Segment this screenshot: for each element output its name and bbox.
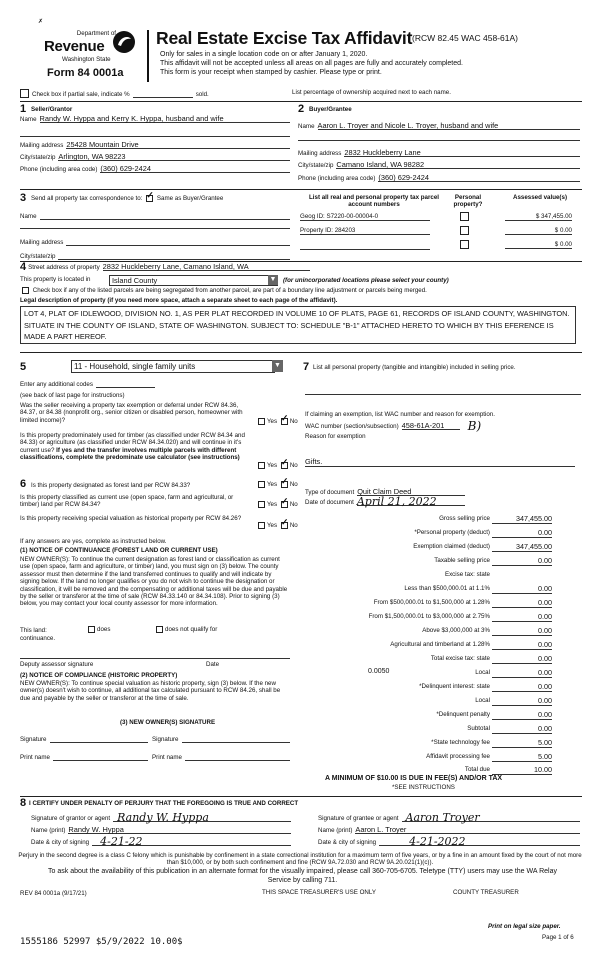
stray-mark: ✗ [38,18,44,25]
timber-question: Is this property predominately used for timber (as classified under RCW 84.34 and 84.33) or agriculture (as classified under RCW 84.34.020) and will continue in it's current use? [20,432,245,454]
deputy-signature-line[interactable] [20,658,290,659]
grantor-signature-field[interactable]: Randy W. Hyppa [113,814,291,822]
yes-label: Yes [267,418,278,426]
parcel-number-field[interactable]: Geog ID: S7220-00-00004-0 [300,213,430,221]
subtitle-2: This affidavit will not be accepted unless all areas on all pages are fully and accurately completed. [160,60,463,67]
current-use-yes-checkbox[interactable] [258,501,265,508]
doc-date-label: Date of document [305,499,354,506]
segregated-label: Check box if any of the listed parcels are being segregated from another parcel, are part of a boundary line adjustment or parcels being merged. [32,287,427,295]
owner-print-label: Print name [20,754,50,761]
timber-question-note: If yes and the transfer involves multiple parcels with different classifications, complete the predominate use calculator (see instructions) [20,446,240,462]
section-divider [20,352,582,353]
calc-value[interactable]: 347,455.00 [492,514,552,524]
buyer-phone-field[interactable]: (360) 629-2424 [378,174,580,182]
grantee-date-label: Date & city of signing [318,839,377,846]
partial-sale-checkbox[interactable] [20,89,29,98]
calc-label: Total excise tax: state [430,655,490,662]
seller-phone-label: Phone (including area code) [20,166,98,173]
section-8-number: 8 [20,797,27,809]
grantee-date-field[interactable]: 4-21-2022 [379,838,580,846]
minimum-due-note: A MINIMUM OF $10.00 IS DUE IN FEE(S) AND/OR TAX [325,775,503,782]
calc-label: Subtotal [467,725,490,732]
assessed-value-field[interactable]: $ 347,455.00 [505,213,572,221]
state-label: Washington State [62,56,111,63]
street-field[interactable]: 2832 Huckleberry Lane, Camano Island, WA [103,263,310,271]
continuance-heading: (1) NOTICE OF CONTINUANCE (FOREST LAND OR CURRENT USE) [20,547,218,554]
calc-label: Exemption claimed (deduct) [413,543,490,550]
county-select[interactable] [109,275,278,286]
personal-property-checkbox[interactable] [460,240,469,249]
calc-value[interactable]: 0.00 [492,640,552,650]
additional-codes-label: Enter any additional codes [20,381,93,388]
does-not-label: does not qualify for [165,626,218,634]
wac-handwritten: B) [467,419,482,433]
owner-signature-label: Signature [152,736,179,743]
calc-label: From $500,000.01 to $1,500,000 at 1.28% [373,599,490,606]
no-label: No [289,462,298,470]
section-divider [20,101,582,102]
dept-label: Department of [76,30,116,37]
calc-label: Affidavit processing fee [426,753,490,760]
buyer-city-label: City/state/zip [298,162,334,169]
no-label: No [289,522,298,530]
grantor-signature-label: Signature of grantor or agent [31,815,111,822]
compliance-heading: (2) NOTICE OF COMPLIANCE (HISTORIC PROPERTY) [20,672,178,679]
street-label: Street address of property [28,264,100,271]
calc-label: Gross selling price [439,515,490,522]
certification-text: I CERTIFY UNDER PENALTY OF PERJURY THAT THE FOREGOING IS TRUE AND CORRECT [29,800,299,807]
calc-label: Agricultural and timberland at 1.28% [390,641,490,648]
calc-label: *Delinquent penalty [436,711,490,718]
personal-property-label: List all personal property (tangible and intangible) included in selling price. [313,364,516,371]
calc-value[interactable]: 10.00 [492,765,552,775]
calc-value[interactable]: 347,455.00 [492,542,552,552]
exemption-claim-label: If claiming an exemption, list WAC number and reason for exemption. [305,411,495,418]
calc-value[interactable]: 0.00 [492,528,552,538]
calc-value[interactable]: 0.00 [492,682,552,692]
grantor-date-label: Date & city of signing [31,839,90,846]
seller-mail-label: Mailing address [20,142,64,149]
buyer-name-label: Name [298,123,315,130]
calc-value[interactable]: 0.00 [492,556,552,566]
partial-percent-field[interactable] [133,97,193,98]
land-use-select[interactable] [71,360,275,373]
corr-name-field[interactable] [40,210,290,220]
calc-label: Less than $500,000.01 at 1.1% [404,585,490,592]
owner-signature-label: Signature [20,736,47,743]
segregated-checkbox[interactable] [22,287,29,294]
wac-label: WAC number (section/subsection) [305,423,399,430]
no-label: No [289,481,298,489]
section-5-number: 5 [20,361,27,373]
historic-question: Is this property receiving special valuation as historical property per RCW 84.26? [20,515,242,522]
form-number: Form 84 0001a [47,67,124,79]
seller-name-label: Name [20,116,37,123]
calc-value[interactable]: 0.00 [492,584,552,594]
this-land-label: This land: [20,627,47,634]
seller-name-line-2 [20,136,290,137]
continuance-label: continuance. [20,635,56,642]
calc-value[interactable]: 0.00 [492,668,552,678]
seller-phone-field[interactable]: (360) 629-2424 [100,165,290,173]
form-title: Real Estate Excise Tax Affidavit [156,28,413,48]
calc-value[interactable]: 0.00 [492,696,552,706]
personal-column-header: Personal property? [453,194,483,209]
calc-label: Above $3,000,000 at 3% [422,627,490,634]
buyer-mail-field[interactable]: 2832 Huckleberry Lane [344,149,580,157]
owner-print-field[interactable] [185,754,290,761]
seller-city-field[interactable]: Arlington, WA 98223 [58,153,290,161]
corr-city-field[interactable] [58,250,290,260]
grantee-name-field[interactable]: Aaron L. Troyer [355,826,580,834]
no-label: No [289,418,298,426]
calc-label: *Personal property (deduct) [414,529,490,536]
section-7-number: 7 [303,361,310,373]
parcel-number-field[interactable]: Property ID: 284203 [300,227,430,235]
seller-city-label: City/state/zip [20,154,56,161]
assessed-column-header: Assessed value(s) [513,194,567,201]
section-3-number: 3 [20,192,27,204]
personal-property-checkbox[interactable] [460,212,469,221]
calc-value[interactable]: 0.00 [492,612,552,622]
grantee-signature-label: Signature of grantee or agent [318,815,399,822]
grantee-name-label: Name (print) [318,827,353,834]
personal-property-checkbox[interactable] [460,226,469,235]
legal-description-label: Legal description of property (if you need more space, attach a separate sheet to each page of the affidavit). [20,297,338,304]
subtitle-3: This form is your receipt when stamped by cashier. Please type or print. [160,69,382,76]
compliance-text: NEW OWNER(S): To continue special valuation as historic property, sign (3) below. If the new owner(s) doesn't wish to continue, all additional tax calculated pursuant to RCW 84.26, shall be due and payable by the seller or transferor at the time of sale. [20,680,281,702]
section-divider [20,796,582,797]
current-use-no-checkbox[interactable] [281,501,288,508]
doc-type-label: Type of document [305,489,355,496]
calc-value[interactable]: 5.00 [492,752,552,762]
calc-label: *Delinquent interest: state [419,683,490,690]
county-dropdown-icon[interactable]: ▼ [269,276,277,283]
page-number: Page 1 of 6 [542,934,574,941]
personal-property-field[interactable] [305,394,581,395]
grantee-signature-field[interactable]: Aaron Troyer [402,814,581,822]
owner-signature-field[interactable] [182,736,291,743]
exemption-yes-checkbox[interactable] [258,418,265,425]
accessibility-notice: To ask about the availability of this publication in an alternate format for the visually impaired, please call 360-705-6705. Teletype (TTY) users may use the WA Relay Service by calling 711. [48,868,557,884]
calc-label: Taxable selling price [434,557,490,564]
subtitle-1: Only for sales in a single location code on or after January 1, 2020. [160,51,368,58]
seller-heading: Seller/Grantor [31,106,73,113]
historic-no-checkbox[interactable] [281,522,288,529]
forest-no-checkbox[interactable] [281,481,288,488]
grantor-date-field[interactable]: 4-21-22 [92,838,291,846]
reason-label: Reason for exemption [305,433,366,440]
buyer-mail-label: Mailing address [298,150,342,157]
calc-value[interactable]: 0.00 [492,626,552,636]
calc-value[interactable]: 5.00 [492,738,552,748]
location-label: This property is located in [20,276,91,283]
same-as-buyer-label: Same as Buyer/Grantee [156,195,224,203]
answers-note: If any answers are yes, complete as instructed below. [20,538,167,545]
same-as-buyer-checkbox[interactable] [146,195,153,202]
calc-value[interactable]: 0.00 [492,724,552,734]
legal-size-note: Print on legal size paper. [488,923,561,930]
forest-yes-checkbox[interactable] [258,481,265,488]
local-rate: 0.0050 [368,668,390,675]
cashier-receipt-stamp: 1555186 52997 $5/9/2022 10.00$ [20,937,183,947]
grantor-name-field[interactable]: Randy W. Hyppa [68,826,291,834]
section-2-number: 2 [298,103,305,115]
owner-print-label: Print name [152,754,182,761]
treasurer-use-label: THIS SPACE TREASURER'S USE ONLY [262,889,376,896]
seller-mail-field[interactable]: 25428 Mountain Drive [66,141,290,149]
yes-label: Yes [267,501,278,509]
buyer-name-line-2 [298,140,580,141]
timber-no-checkbox[interactable] [281,462,288,469]
yes-label: Yes [267,462,278,470]
historic-yes-checkbox[interactable] [258,522,265,529]
buyer-name-field[interactable]: Aaron L. Troyer and Nicole L. Troyer, husband and wife [318,122,580,130]
exemption-question: Was the seller receiving a property tax exemption or deferral under RCW 84.36, 84.37, or 84.38 (nonprofit org., senior citizen or disabled person, homeowner with limited income)? [20,402,243,424]
corr-mail-field[interactable] [66,236,290,246]
wac-field[interactable]: 458-61A-201 [402,422,460,430]
section-divider [20,189,582,190]
new-owner-heading: (3) NEW OWNER(S) SIGNATURE [120,719,216,726]
corr-name-line-2 [20,228,290,229]
buyer-city-field[interactable]: Camano Island, WA 98282 [336,161,580,169]
legal-description-field[interactable]: LOT 4, PLAT OF IDLEWOOD, DIVISION NO. 1, AS PER PLAT RECORDED IN VOLUME 10 OF PLATS, PAGE 61, RECORDS OF ISLAND COUNTY, WASHINGTON. SITUATE IN THE COUNTY OF ISLAND, STATE OF WASHINGTON. SUBJECT TO: SCHEDULE "B-1" ATTACHED HERETO TO WHICH BY THIS EFERENCE IS MADE A PART HEREOF. [20,306,576,344]
ownership-note: List percentage of ownership acquired next to each name. [292,89,451,96]
doc-type-field[interactable]: Quit Claim Deed [357,488,465,496]
calc-label: *State technology fee [431,739,490,746]
revenue-wordmark: Revenue [44,38,105,55]
partial-sale-label: Check box if partial sale, indicate % [32,90,130,98]
forest-question: Is this property designated as forest land per RCW 84.33? [31,482,191,489]
buyer-phone-label: Phone (including area code) [298,175,376,182]
exemption-no-checkbox[interactable] [281,418,288,425]
calc-label: Total due [464,766,490,773]
location-note: (for unincorporated locations please select your county) [283,277,449,284]
reason-field[interactable]: Gifts. [305,457,575,467]
perjury-notice: Perjury in the second degree is a class C felony which is punishable by confinement in a state correctional institution for a maximum term of five years, or by a fine in an amount fixed by the court of not more than $10,000, or by both such confinement and fine (RCW 9A.72.030 and RCW 9A.20.021(1)(c)). [18,852,582,866]
correspondence-label: Send all property tax correspondence to: [31,195,143,203]
revenue-logo-icon [112,30,136,54]
owner-signature-field[interactable] [50,736,149,743]
no-label: No [289,501,298,509]
form-revision: REV 84 0001a (9/17/21) [20,890,87,897]
owner-print-field[interactable] [53,754,148,761]
current-use-question: Is this property classified as current use (open space, farm and agricultural, or timber) land per RCW 84.34? [20,494,234,509]
yes-label: Yes [267,481,278,489]
parcel-column-header: List all real and personal property tax parcel account numbers [309,194,439,209]
parcel-number-field[interactable] [300,241,430,250]
land-use-dropdown-icon[interactable]: ▼ [272,360,283,372]
codes-note: (see back of last page for instructions) [20,392,125,399]
assessed-value-field[interactable]: $ 0.00 [505,241,572,249]
timber-yes-checkbox[interactable] [258,462,265,469]
calc-value[interactable]: 0.00 [492,598,552,608]
section-1-number: 1 [20,103,27,115]
calc-label: Local [475,669,490,676]
corr-mail-label: Mailing address [20,238,64,246]
corr-city-label: City/state/zip [20,252,56,260]
calc-value[interactable]: 0.00 [492,654,552,664]
calc-label: Local [475,697,490,704]
continuance-text: NEW OWNER(S): To continue the current designation as forest land or classification as current use (open space, farm and agriculture, or timber) land, you must sign on (3) below. The county assessor must then determine if the land transferred continues to qualify and will indicate by signing below. If the land no longer qualifies or you do not wish to continue the designation or classification, it will be removed and the compensating or additional taxes will be due and payable by the seller or transferor at the time of sale (RCW 84.33.140 or 84.34.108). Prior to signing (3) below, you may contact your local county assessor for more information. [20,556,288,608]
see-instructions-note: *SEE INSTRUCTIONS [392,784,455,791]
buyer-heading: Buyer/Grantee [309,106,352,113]
county-treasurer-label: COUNTY TREASURER [453,889,519,896]
doc-date-field[interactable]: April 21, 2022 [357,498,465,506]
partial-sold-label: sold. [195,90,209,98]
calc-value[interactable]: 0.00 [492,710,552,720]
does-label: does [97,626,111,634]
calc-label: From $1,500,000.01 to $3,000,000 at 2.75% [368,613,490,620]
section-6-number: 6 [20,478,27,490]
yes-label: Yes [267,522,278,530]
land-does-checkbox[interactable] [88,626,95,633]
land-use-value: 11 - Household, single family units [74,362,196,371]
additional-codes-field[interactable] [96,381,155,388]
assessed-value-field[interactable]: $ 0.00 [505,227,572,235]
deputy-signature-label: Deputy assessor signature [20,661,94,668]
section-4-number: 4 [20,261,27,273]
rcw-reference: (RCW 82.45 WAC 458-61A) [412,33,518,43]
corr-name-label: Name [20,212,37,220]
calc-label: Excise tax: state [444,571,490,578]
seller-name-field[interactable]: Randy W. Hyppa and Kerry K. Hyppa, husband and wife [40,115,290,123]
deputy-date-label: Date [206,661,220,668]
header-divider [147,30,149,82]
county-value: Island County [112,276,158,285]
land-does-not-checkbox[interactable] [156,626,163,633]
grantor-name-label: Name (print) [31,827,66,834]
